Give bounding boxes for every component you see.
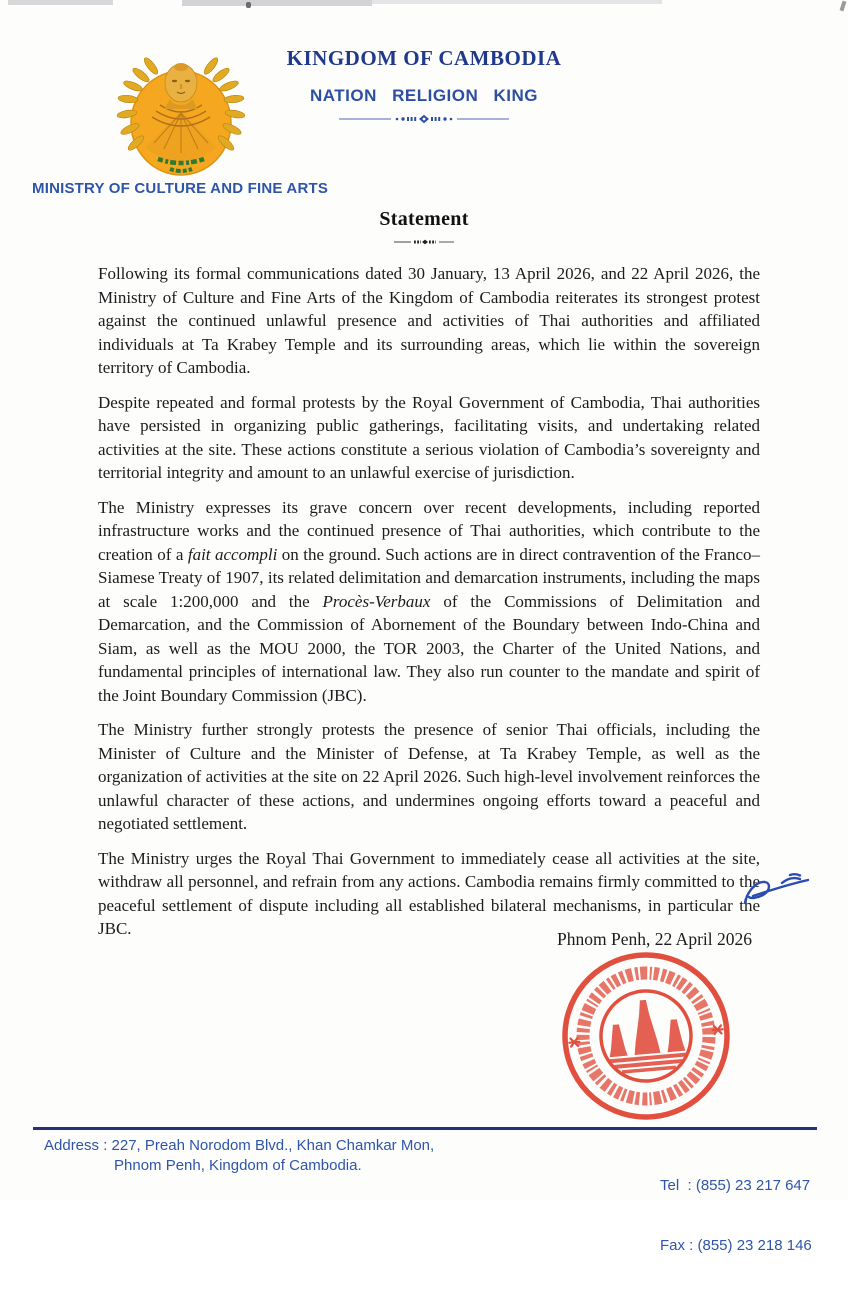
- footer-telfax: [660, 1136, 820, 1296]
- scan-artifact: [182, 0, 372, 6]
- paragraph: Despite repeated and formal protests by the Royal Government of Cambodia, Thai authorities have persisted in organizing public gatherings, facilitating visits, and undertaking related activities at the site. These actions constitute a serious violation of Cambodia’s sovereignty and territorial integrity and amount to an unlawful exercise of jurisdiction.: [98, 392, 760, 482]
- paragraph: The Ministry urges the Royal Thai Government to immediately cease all activities at the site, withdraw all personnel, and refrain from any actions. Cambodia remains firmly committed to the peaceful settlement of dispute including all established bilateral mechanisms, in particular the JBC.: [98, 848, 760, 938]
- page-title: Statement: [379, 208, 469, 230]
- paragraph: Following its formal communications dated 30 January, 13 April 2026, and 22 April 2026, the Ministry of Culture and Fine Arts of the Kingdom of Cambodia reiterates its strongest protest against the continued unlawful presence and activities of Thai authorities and affiliated individuals at Ta Krabey Temple and its surrounding areas, which lie within the sovereign territory of Cambodia.: [98, 264, 760, 377]
- dateline: Phnom Penh, 22 April 2026: [557, 929, 752, 949]
- address-line-1: Address : 227, Preah Norodom Blvd., Khan Chamkar Mon,: [44, 1137, 435, 1154]
- title-flourish-icon: [394, 238, 454, 246]
- ministry-name: MINISTRY OF CULTURE AND FINE ARTS: [32, 180, 329, 197]
- paragraph: The Ministry further strongly protests the presence of senior Thai officials, including the Minister of Culture and the Minister of Defense, at Ta Krabey Temple, as well as the organization of activities at the site on 22 April 2026. Such high-level involvement reinforces the unlawful character of these actions, and undermines ongoing efforts toward a peaceful and negotiated settlement.: [98, 720, 760, 833]
- tel-line: Tel : (855) 23 217 647: [660, 1177, 811, 1194]
- footer-address: [44, 1136, 434, 1176]
- footer-divider: [33, 1127, 817, 1130]
- statement-body: [98, 262, 760, 952]
- kingdom-title: KINGDOM OF CAMBODIA: [286, 46, 562, 70]
- scan-artifact: [246, 2, 251, 8]
- header-divider-ornament-icon: [339, 112, 509, 126]
- paragraph: The Ministry expresses its grave concern over recent developments, including reported infrastructure works and the continued presence of Thai authorities, which contribute to the creation of a fait accompli on the ground. Such actions are in direct contravention of the Franco–Siamese Treaty of 1907, its related delimitation and demarcation instruments, including the maps at scale 1:200,000 and the Procès-Verbaux of the Commissions of Delimitation and Demarcation, and the Commission of Abornement of the Boundary between Indo-China and Siam, as well as the MOU 2000, the TOR 2003, the Charter of the United Nations, and fundamental principles of international law. They also run counter to the mandate and spirit of the Joint Boundary Commission (JBC).: [98, 497, 761, 705]
- signature-icon: [740, 872, 814, 910]
- scan-artifact: [372, 0, 662, 4]
- national-motto: NATION RELIGION KING: [309, 86, 538, 105]
- ministry-stamp: [560, 950, 732, 1122]
- address-line-2: Phnom Penh, Kingdom of Cambodia.: [114, 1157, 362, 1174]
- scan-artifact: [8, 0, 113, 5]
- scan-artifact: [840, 1, 847, 12]
- fax-line: Fax : (855) 23 218 146: [660, 1237, 812, 1254]
